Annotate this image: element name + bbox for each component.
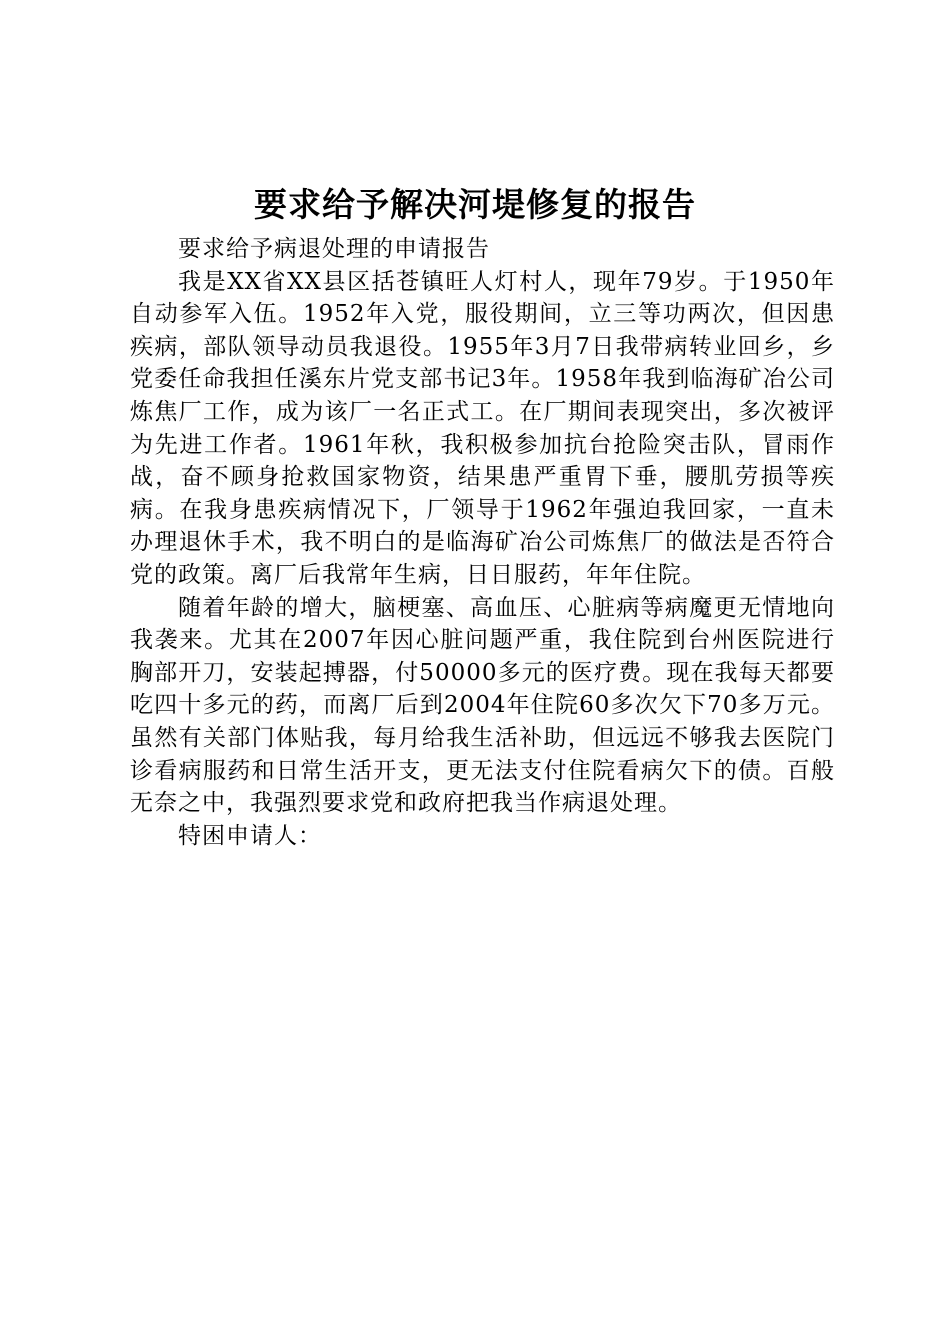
subtitle-paragraph: 要求给予病退处理的申请报告 [178, 236, 490, 262]
document-title: 要求给予解决河堤修复的报告 [254, 185, 696, 224]
document-body [130, 233, 835, 852]
signature-line: 特困申请人： [178, 822, 322, 849]
body-paragraph-2: 随着年龄的增大，脑梗塞、高血压、心脏病等病魔更无情地向我袭来。尤其在2007年因心脏问题严重，我住院到台州医院进行胸部开刀，安装起搏器，付50000多元的医疗费。现在我每天都要吃四十多元的药，而离厂后到2004年住院60多次欠下70多万元。虽然有关部门体贴我，每月给我生活补助，但远远不够我去医院门诊看病服药和日常生活开支，更无法支付住院看病欠下的债。百般无奈之中，我强烈要求党和政府把我当作病退处理。 [130, 594, 835, 817]
body-paragraph-1: 我是XX省XX县区括苍镇旺人灯村人，现年79岁。于1950年自动参军入伍。1952年入党，服役期间，立三等功两次，但因患疾病，部队领导动员我退役。1955年3月7日我带病转业回乡，乡党委任命我担任溪东片党支部书记3年。1958年我到临海矿冶公司炼焦厂工作，成为该厂一名正式工。在厂期间表现突出，多次被评为先进工作者。1961年秋，我积极参加抗台抢险突击队，冒雨作战，奋不顾身抢救国家物资，结果患严重胃下垂，腰肌劳损等疾病。在我身患疾病情况下，厂领导于1962年强迫我回家，一直未办理退休手术，我不明白的是临海矿冶公司炼焦厂的做法是否符合党的政策。离厂后我常年生病，日日服药，年年住院。 [130, 268, 835, 588]
